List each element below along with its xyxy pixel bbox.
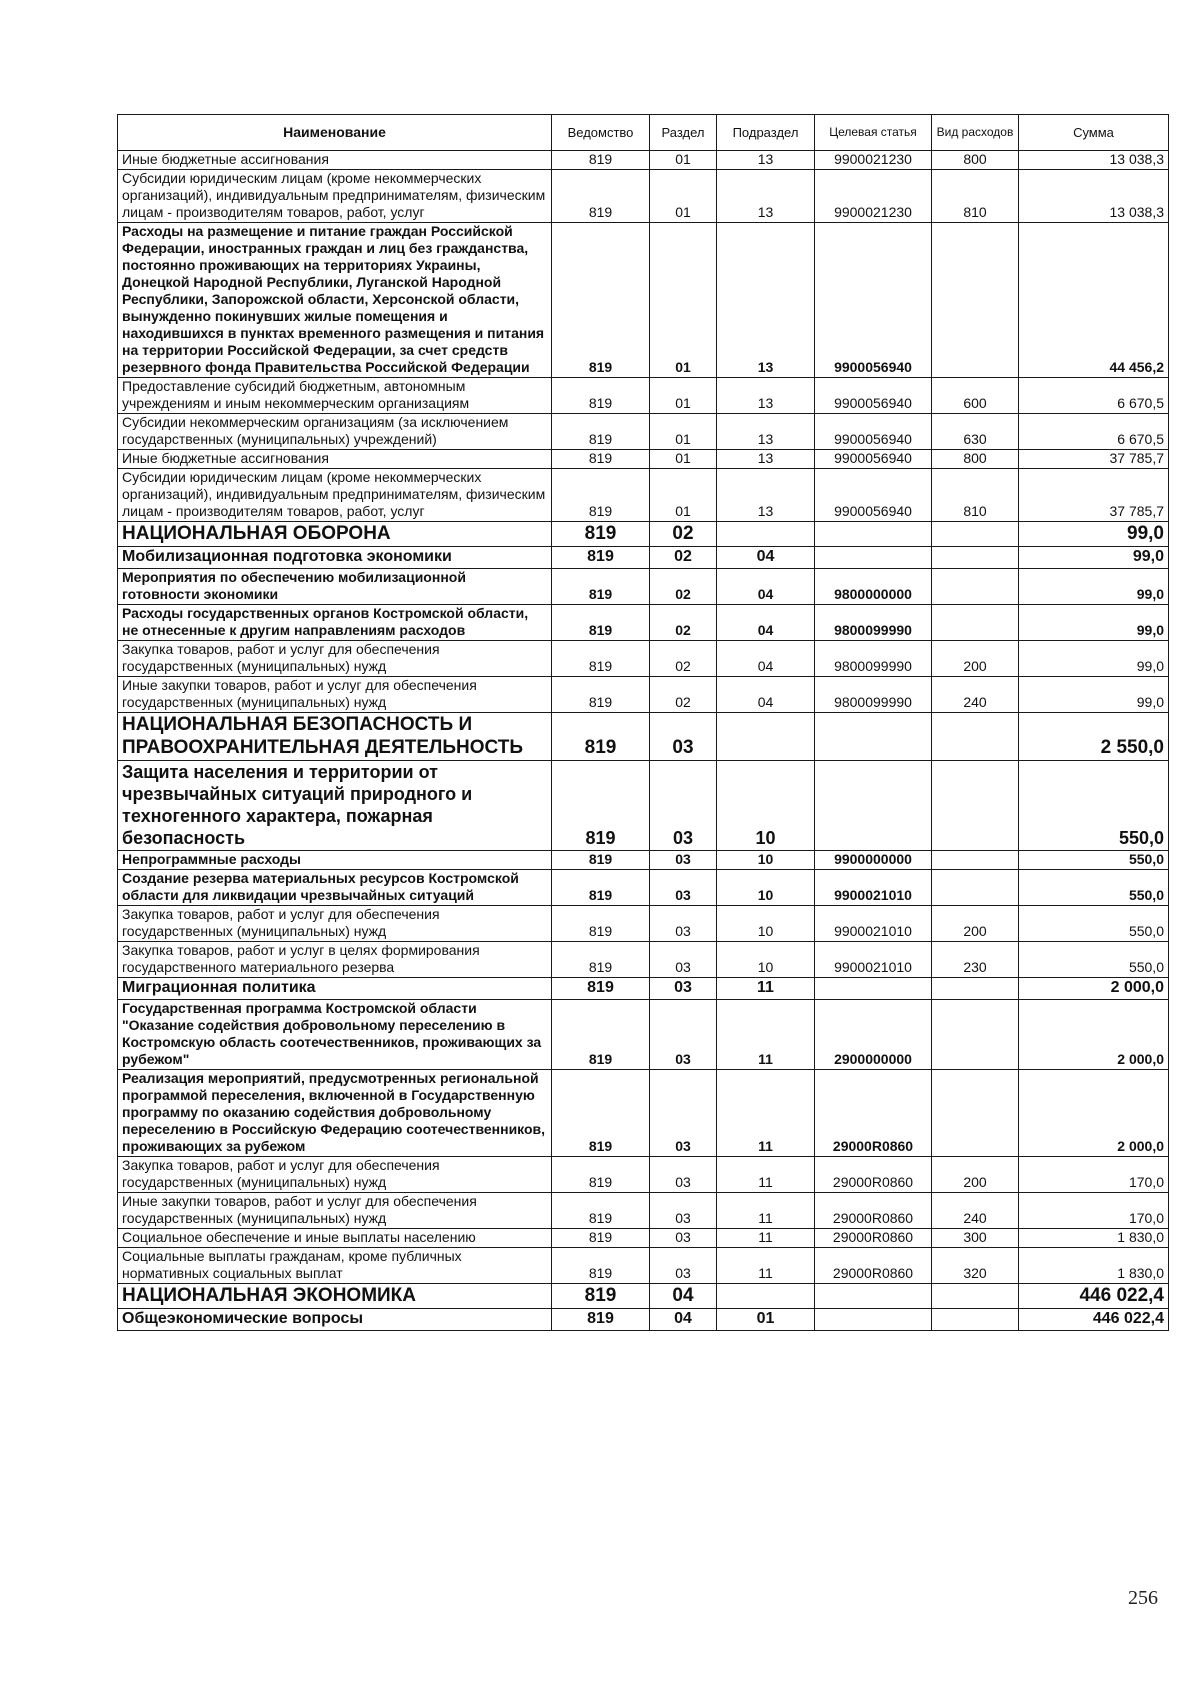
cell-kind: 320 — [932, 1248, 1019, 1284]
cell-sum: 170,0 — [1019, 1193, 1169, 1229]
table-row — [118, 469, 1169, 522]
cell-section: 02 — [650, 641, 717, 677]
table-row — [118, 1309, 1169, 1331]
cell-dept: 819 — [552, 1229, 650, 1248]
cell-target: 29000R0860 — [815, 1229, 932, 1248]
cell-kind — [932, 761, 1019, 851]
cell-subsection — [717, 1284, 815, 1309]
cell-sum: 170,0 — [1019, 1157, 1169, 1193]
cell-kind — [932, 1284, 1019, 1309]
cell-kind: 240 — [932, 1193, 1019, 1229]
cell-sum: 37 785,7 — [1019, 469, 1169, 522]
cell-dept: 819 — [552, 761, 650, 851]
cell-sum: 99,0 — [1019, 569, 1169, 605]
cell-subsection: 13 — [717, 469, 815, 522]
cell-name: Иные бюджетные ассигнования — [118, 151, 552, 170]
cell-target: 9900021010 — [815, 870, 932, 906]
cell-subsection: 04 — [717, 569, 815, 605]
table-row — [118, 906, 1169, 942]
table-row — [118, 605, 1169, 641]
header-kind — [932, 115, 1019, 151]
cell-kind — [932, 547, 1019, 569]
cell-subsection: 11 — [717, 1229, 815, 1248]
cell-target: 9900056940 — [815, 223, 932, 378]
cell-target — [815, 978, 932, 1000]
cell-section: 02 — [650, 569, 717, 605]
cell-name: Закупка товаров, работ и услуг в целях формирования государственного материального резерва — [118, 942, 552, 978]
cell-name: Закупка товаров, работ и услуг для обеспечения государственных (муниципальных) нужд — [118, 641, 552, 677]
header-target — [815, 115, 932, 151]
cell-dept: 819 — [552, 469, 650, 522]
table-row — [118, 1229, 1169, 1248]
cell-sum: 44 456,2 — [1019, 223, 1169, 378]
cell-name: Непрограммные расходы — [118, 851, 552, 870]
cell-target — [815, 1309, 932, 1331]
cell-subsection: 11 — [717, 1248, 815, 1284]
cell-sum: 99,0 — [1019, 522, 1169, 547]
cell-sum: 99,0 — [1019, 547, 1169, 569]
cell-dept: 819 — [552, 713, 650, 761]
cell-target: 9900021010 — [815, 942, 932, 978]
budget-table — [117, 114, 1169, 1331]
cell-target: 9800099990 — [815, 677, 932, 713]
table-row — [118, 170, 1169, 223]
cell-kind: 200 — [932, 1157, 1019, 1193]
cell-dept: 819 — [552, 1248, 650, 1284]
cell-subsection: 11 — [717, 1157, 815, 1193]
cell-subsection: 04 — [717, 547, 815, 569]
cell-sum: 99,0 — [1019, 677, 1169, 713]
table-row — [118, 414, 1169, 450]
budget-table-container — [117, 114, 1168, 1331]
cell-section: 01 — [650, 151, 717, 170]
cell-sum: 13 038,3 — [1019, 170, 1169, 223]
cell-name: Мобилизационная подготовка экономики — [118, 547, 552, 569]
cell-subsection: 11 — [717, 1070, 815, 1157]
cell-subsection: 13 — [717, 414, 815, 450]
cell-subsection: 10 — [717, 942, 815, 978]
cell-name: НАЦИОНАЛЬНАЯ БЕЗОПАСНОСТЬ И ПРАВООХРАНИТЕЛЬНАЯ ДЕЯТЕЛЬНОСТЬ — [118, 713, 552, 761]
cell-kind — [932, 522, 1019, 547]
cell-target: 9900021010 — [815, 906, 932, 942]
cell-sum: 446 022,4 — [1019, 1309, 1169, 1331]
cell-target: 9900056940 — [815, 469, 932, 522]
cell-kind: 200 — [932, 906, 1019, 942]
cell-subsection — [717, 522, 815, 547]
cell-dept: 819 — [552, 151, 650, 170]
cell-section: 03 — [650, 906, 717, 942]
cell-name: Создание резерва материальных ресурсов Костромской области для ликвидации чрезвычайных ситуаций — [118, 870, 552, 906]
cell-section: 01 — [650, 170, 717, 223]
cell-sum: 6 670,5 — [1019, 378, 1169, 414]
table-row — [118, 1193, 1169, 1229]
cell-target: 29000R0860 — [815, 1070, 932, 1157]
cell-subsection: 01 — [717, 1309, 815, 1331]
cell-name: Мероприятия по обеспечению мобилизационной готовности экономики — [118, 569, 552, 605]
cell-sum: 13 038,3 — [1019, 151, 1169, 170]
cell-sum: 6 670,5 — [1019, 414, 1169, 450]
cell-target: 29000R0860 — [815, 1157, 932, 1193]
table-row — [118, 378, 1169, 414]
cell-kind: 810 — [932, 170, 1019, 223]
cell-sum: 550,0 — [1019, 942, 1169, 978]
cell-sum: 1 830,0 — [1019, 1229, 1169, 1248]
cell-subsection: 10 — [717, 906, 815, 942]
cell-sum: 99,0 — [1019, 641, 1169, 677]
cell-dept: 819 — [552, 906, 650, 942]
table-row — [118, 851, 1169, 870]
page-number: 256 — [1128, 1587, 1158, 1609]
cell-name: Субсидии некоммерческим организациям (за исключением государственных (муниципальных) учреждений) — [118, 414, 552, 450]
cell-dept: 819 — [552, 1157, 650, 1193]
cell-kind: 800 — [932, 450, 1019, 469]
cell-dept: 819 — [552, 378, 650, 414]
cell-name: Расходы государственных органов Костромской области, не отнесенные к другим направлениям расходов — [118, 605, 552, 641]
cell-kind: 800 — [932, 151, 1019, 170]
cell-sum: 550,0 — [1019, 906, 1169, 942]
cell-section: 03 — [650, 1248, 717, 1284]
cell-dept: 819 — [552, 605, 650, 641]
cell-kind: 240 — [932, 677, 1019, 713]
table-row — [118, 677, 1169, 713]
cell-subsection: 11 — [717, 978, 815, 1000]
cell-dept: 819 — [552, 1000, 650, 1070]
cell-subsection: 13 — [717, 450, 815, 469]
cell-name: Предоставление субсидий бюджетным, автономным учреждениям и иным некоммерческим организациям — [118, 378, 552, 414]
table-row — [118, 713, 1169, 761]
cell-sum: 550,0 — [1019, 851, 1169, 870]
cell-dept: 819 — [552, 641, 650, 677]
cell-section: 01 — [650, 450, 717, 469]
cell-dept: 819 — [552, 1070, 650, 1157]
cell-section: 03 — [650, 761, 717, 851]
cell-kind: 200 — [932, 641, 1019, 677]
cell-subsection: 13 — [717, 378, 815, 414]
cell-name: Реализация мероприятий, предусмотренных региональной программой переселения, включенной в Государственную программу по оказанию содействия добровольному переселению в Российскую Федерацию соотечественников, проживающих за рубежом — [118, 1070, 552, 1157]
cell-dept: 819 — [552, 223, 650, 378]
cell-sum: 550,0 — [1019, 761, 1169, 851]
cell-dept: 819 — [552, 547, 650, 569]
cell-kind — [932, 1070, 1019, 1157]
cell-subsection: 13 — [717, 170, 815, 223]
cell-section: 03 — [650, 1157, 717, 1193]
cell-name: Миграционная политика — [118, 978, 552, 1000]
cell-dept: 819 — [552, 870, 650, 906]
table-row — [118, 569, 1169, 605]
cell-section: 02 — [650, 522, 717, 547]
cell-name: Иные бюджетные ассигнования — [118, 450, 552, 469]
table-row — [118, 223, 1169, 378]
cell-section: 03 — [650, 870, 717, 906]
cell-kind — [932, 605, 1019, 641]
table-row — [118, 870, 1169, 906]
cell-subsection: 10 — [717, 851, 815, 870]
cell-target — [815, 1284, 932, 1309]
cell-target: 9900000000 — [815, 851, 932, 870]
table-row — [118, 450, 1169, 469]
cell-kind — [932, 713, 1019, 761]
header-kind-label: Вид расходов — [936, 125, 1014, 139]
cell-target: 9800099990 — [815, 641, 932, 677]
cell-name: Расходы на размещение и питание граждан Российской Федерации, иностранных граждан и лиц без гражданства, постоянно проживающих на территориях Украины, Донецкой Народной Республики, Луганской Народной Республики, Запорожской области, Херсонской области, вынужденно покинувших жилые помещения и находившихся в пунктах временного размещения и питания на территории Российской Федерации, за счет средств резервного фонда Правительства Российской Федерации — [118, 223, 552, 378]
header-sum: Сумма — [1019, 115, 1169, 151]
cell-section: 03 — [650, 1229, 717, 1248]
cell-subsection: 04 — [717, 605, 815, 641]
cell-name: Социальное обеспечение и иные выплаты населению — [118, 1229, 552, 1248]
table-row — [118, 522, 1169, 547]
cell-target — [815, 522, 932, 547]
cell-name: Защита населения и территории от чрезвычайных ситуаций природного и техногенного характера, пожарная безопасность — [118, 761, 552, 851]
cell-subsection: 10 — [717, 761, 815, 851]
cell-kind — [932, 1000, 1019, 1070]
cell-dept: 819 — [552, 1193, 650, 1229]
table-row — [118, 761, 1169, 851]
cell-subsection — [717, 713, 815, 761]
cell-name: Государственная программа Костромской области "Оказание содействия добровольному переселению в Костромскую область соотечественников, проживающих за рубежом" — [118, 1000, 552, 1070]
cell-kind — [932, 870, 1019, 906]
cell-name: НАЦИОНАЛЬНАЯ ЭКОНОМИКА — [118, 1284, 552, 1309]
cell-target — [815, 713, 932, 761]
cell-dept: 819 — [552, 569, 650, 605]
cell-target: 9900056940 — [815, 450, 932, 469]
table-row — [118, 547, 1169, 569]
cell-kind — [932, 978, 1019, 1000]
cell-target — [815, 761, 932, 851]
table-row — [118, 151, 1169, 170]
cell-subsection: 10 — [717, 870, 815, 906]
table-header-row — [118, 115, 1169, 151]
table-row — [118, 1157, 1169, 1193]
cell-kind: 810 — [932, 469, 1019, 522]
cell-section: 03 — [650, 851, 717, 870]
cell-target — [815, 547, 932, 569]
cell-sum: 446 022,4 — [1019, 1284, 1169, 1309]
cell-section: 01 — [650, 469, 717, 522]
cell-section: 01 — [650, 414, 717, 450]
cell-subsection: 11 — [717, 1193, 815, 1229]
cell-section: 04 — [650, 1309, 717, 1331]
cell-dept: 819 — [552, 450, 650, 469]
cell-sum: 2 000,0 — [1019, 1000, 1169, 1070]
cell-subsection: 13 — [717, 151, 815, 170]
table-row — [118, 641, 1169, 677]
cell-target: 9900056940 — [815, 378, 932, 414]
cell-dept: 819 — [552, 170, 650, 223]
cell-kind — [932, 851, 1019, 870]
cell-sum: 2 000,0 — [1019, 978, 1169, 1000]
header-name: Наименование — [118, 115, 552, 151]
cell-kind — [932, 223, 1019, 378]
header-target-label: Целевая статья — [829, 125, 917, 139]
cell-name: НАЦИОНАЛЬНАЯ ОБОРОНА — [118, 522, 552, 547]
cell-section: 03 — [650, 942, 717, 978]
cell-target: 2900000000 — [815, 1000, 932, 1070]
cell-target: 29000R0860 — [815, 1248, 932, 1284]
cell-target: 9900056940 — [815, 414, 932, 450]
cell-kind — [932, 569, 1019, 605]
cell-kind: 600 — [932, 378, 1019, 414]
cell-section: 01 — [650, 223, 717, 378]
table-row — [118, 1248, 1169, 1284]
cell-sum: 2 550,0 — [1019, 713, 1169, 761]
cell-name: Закупка товаров, работ и услуг для обеспечения государственных (муниципальных) нужд — [118, 906, 552, 942]
cell-target: 9900021230 — [815, 151, 932, 170]
cell-dept: 819 — [552, 414, 650, 450]
cell-kind — [932, 1309, 1019, 1331]
cell-section: 03 — [650, 1070, 717, 1157]
header-subsection: Подраздел — [717, 115, 815, 151]
cell-name: Иные закупки товаров, работ и услуг для обеспечения государственных (муниципальных) нужд — [118, 677, 552, 713]
table-body — [118, 151, 1169, 1331]
cell-dept: 819 — [552, 851, 650, 870]
cell-section: 04 — [650, 1284, 717, 1309]
cell-sum: 550,0 — [1019, 870, 1169, 906]
cell-name: Общеэкономические вопросы — [118, 1309, 552, 1331]
cell-section: 03 — [650, 1000, 717, 1070]
cell-subsection: 11 — [717, 1000, 815, 1070]
cell-sum: 2 000,0 — [1019, 1070, 1169, 1157]
cell-name: Социальные выплаты гражданам, кроме публичных нормативных социальных выплат — [118, 1248, 552, 1284]
header-section: Раздел — [650, 115, 717, 151]
cell-subsection: 04 — [717, 641, 815, 677]
cell-kind: 630 — [932, 414, 1019, 450]
cell-name: Иные закупки товаров, работ и услуг для обеспечения государственных (муниципальных) нужд — [118, 1193, 552, 1229]
table-row — [118, 978, 1169, 1000]
cell-sum: 1 830,0 — [1019, 1248, 1169, 1284]
cell-subsection: 04 — [717, 677, 815, 713]
cell-sum: 99,0 — [1019, 605, 1169, 641]
table-row — [118, 1070, 1169, 1157]
table-row — [118, 1284, 1169, 1309]
cell-section: 02 — [650, 605, 717, 641]
cell-target: 9900021230 — [815, 170, 932, 223]
cell-name: Субсидии юридическим лицам (кроме некоммерческих организаций), индивидуальным предпринимателям, физическим лицам - производителям товаров, работ, услуг — [118, 170, 552, 223]
cell-name: Закупка товаров, работ и услуг для обеспечения государственных (муниципальных) нужд — [118, 1157, 552, 1193]
cell-section: 03 — [650, 978, 717, 1000]
table-row — [118, 942, 1169, 978]
cell-name: Субсидии юридическим лицам (кроме некоммерческих организаций), индивидуальным предпринимателям, физическим лицам - производителям товаров, работ, услуг — [118, 469, 552, 522]
cell-dept: 819 — [552, 522, 650, 547]
header-dept: Ведомство — [552, 115, 650, 151]
cell-section: 03 — [650, 1193, 717, 1229]
cell-section: 01 — [650, 378, 717, 414]
cell-dept: 819 — [552, 978, 650, 1000]
cell-kind: 230 — [932, 942, 1019, 978]
cell-section: 02 — [650, 547, 717, 569]
cell-section: 03 — [650, 713, 717, 761]
cell-kind: 300 — [932, 1229, 1019, 1248]
table-row — [118, 1000, 1169, 1070]
cell-target: 29000R0860 — [815, 1193, 932, 1229]
cell-target: 9800099990 — [815, 605, 932, 641]
cell-subsection: 13 — [717, 223, 815, 378]
cell-dept: 819 — [552, 942, 650, 978]
cell-target: 9800000000 — [815, 569, 932, 605]
cell-dept: 819 — [552, 1309, 650, 1331]
cell-dept: 819 — [552, 677, 650, 713]
cell-sum: 37 785,7 — [1019, 450, 1169, 469]
cell-dept: 819 — [552, 1284, 650, 1309]
cell-section: 02 — [650, 677, 717, 713]
